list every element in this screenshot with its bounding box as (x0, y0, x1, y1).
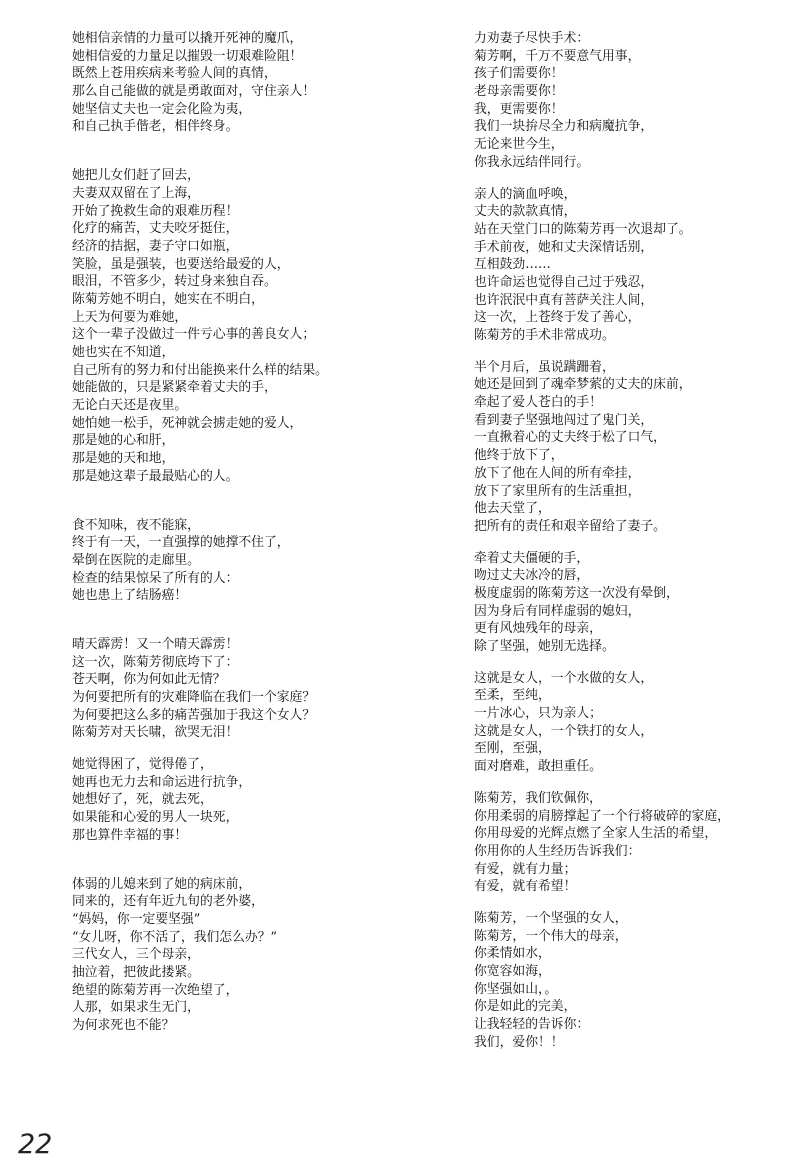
poem-line: 我们，爱你！！ (474, 1034, 564, 1050)
poem-line: 看到妻子坚强地闯过了鬼门关， (474, 412, 654, 428)
poem-line: 吻过丈夫冰冷的唇， (474, 568, 590, 584)
poem-line: 无论来世今生， (474, 137, 564, 153)
stanza-gap (72, 136, 402, 167)
poem-line: 她相信爱的力量足以摧毁一切艰难险阻！ (72, 48, 303, 64)
right-column (474, 30, 794, 1051)
poem-line: 力劝妻子尽快手术： (474, 31, 590, 46)
poem-line: 如果能和心爱的男人一块死， (72, 810, 239, 826)
stanza (72, 517, 402, 605)
poem-line: 晕倒在医院的走廊里。 (72, 552, 200, 568)
poem-line: 为何要把所有的灾难降临在我们一个家庭？ (72, 690, 316, 705)
stanza-gap (72, 742, 402, 756)
poem-line: 这就是女人，一个水做的女人， (474, 670, 654, 686)
poem-line: 陈菊芳，一个坚强的女人， (474, 910, 628, 926)
poem-line: 笑脸，虽是强装，也要送给最爱的人， (72, 256, 290, 272)
poem-line: 为何求死也不能？ (72, 1018, 175, 1033)
poem-line: 那是她这辈子最最贴心的人。 (72, 468, 239, 484)
poem-line: 她也实在不知道， (72, 345, 175, 360)
stanza-gap (72, 845, 402, 876)
poem-line: 更有风烛残年的母亲， (474, 621, 602, 637)
poem-line: 她坚信丈夫也一定会化险为夷， (72, 101, 252, 117)
poem-line: 这就是女人，一个铁打的女人， (474, 723, 654, 739)
poem-line: 你宽容如海， (474, 964, 551, 979)
stanza (474, 790, 794, 896)
poem-line: 开始了挽救生命的艰难历程！ (72, 203, 239, 219)
poem-line: 陈菊芳对天长啸，欲哭无泪！ (72, 725, 239, 741)
poem-line: 放下了他在人间的所有牵挂， (474, 465, 641, 481)
stanza (72, 167, 402, 485)
poem-line: 眼泪，不管多少，转过身来独自吞。 (72, 274, 277, 290)
poem-line: 你用你的人生经历告诉我们： (474, 843, 641, 859)
poem-line: 他终于放下了， (474, 448, 564, 464)
stanza-gap (474, 656, 794, 670)
stanza-gap (474, 172, 794, 186)
poem-line: 你我永远结伴同行。 (474, 154, 590, 170)
stanza (72, 30, 402, 136)
poem-line: 体弱的儿媳来到了她的病床前， (72, 876, 252, 892)
poem-line: 经济的拮据，妻子守口如瓶， (72, 238, 239, 254)
poem-line: 晴天霹雳！又一个晴天霹雳！ (72, 636, 239, 652)
poem-line: 自己所有的努力和付出能换来什么样的结果。 (72, 362, 328, 378)
poem-line: 你坚强如山，。 (474, 981, 558, 997)
poem-line: 互相鼓劲…… (474, 257, 551, 273)
poem-line: 放下了家里所有的生活重担， (474, 483, 641, 499)
poem-line: 她还是回到了魂牵梦萦的丈夫的床前， (474, 377, 692, 393)
poem-line: 食不知味，夜不能寐， (72, 517, 200, 533)
poem-line: 让我轻轻的告诉你： (474, 1017, 590, 1033)
stanza (474, 30, 794, 172)
poem-line: 她怕她一松手，死神就会掳走她的爱人， (72, 415, 303, 431)
poem-line: 同来的，还有年近九旬的老外婆， (72, 894, 264, 910)
poem-line: 极度虚弱的陈菊芳这一次没有晕倒， (474, 585, 679, 601)
poem-line: 菊芳啊，千万不要意气用事， (474, 48, 641, 64)
poem-line: 无论白天还是夜里。 (72, 398, 188, 414)
poem-line: 陈菊芳，我们钦佩你， (474, 790, 602, 806)
poem-line: 那是她的天和地， (72, 451, 175, 467)
poem-line: 丈夫的款款真情， (474, 204, 577, 220)
stanza-gap (474, 896, 794, 910)
poem-line: 有爱，就有力量； (474, 861, 577, 877)
stanza (474, 550, 794, 656)
poem-line: 那么自己能做的就是勇敢面对，守住亲人！ (72, 84, 316, 100)
poem-line: 半个月后，虽说蹒跚着， (474, 359, 615, 375)
stanza (72, 756, 402, 844)
stanza (72, 636, 402, 742)
poem-line: 除了坚强，她别无选择。 (474, 639, 615, 654)
poem-line: 手术前夜，她和丈夫深情话别， (474, 239, 654, 255)
page-number: 22 (18, 1129, 53, 1160)
poem-line: 那也算件幸福的事！ (72, 827, 188, 843)
poem-line: 她也患上了结肠癌！ (72, 588, 188, 604)
poem-line: 一直揪着心的丈夫终于松了口气， (474, 430, 666, 446)
stanza-gap (72, 605, 402, 636)
poem-line: 那是她的心和肝， (72, 433, 175, 449)
poem-line: 她能做的，只是紧紧牵着丈夫的手， (72, 380, 277, 396)
poem-line: 三代女人，三个母亲， (72, 947, 200, 963)
poem-line: 亲人的滴血呼唤， (474, 186, 577, 202)
poem-line: 牵起了爱人苍白的手！ (474, 395, 602, 411)
poem-line: 陈菊芳的手术非常成功。 (474, 328, 615, 343)
stanza-gap (72, 486, 402, 517)
poem-line: 也许命运也觉得自己过于残忍， (474, 274, 654, 290)
poem-line: 一片冰心，只为亲人； (474, 706, 602, 722)
stanza (474, 359, 794, 536)
poem-line: 你用柔弱的肩膀撑起了一个行将破碎的家庭， (474, 808, 730, 824)
poem-line: 她想好了，死，就去死， (72, 792, 213, 808)
poem-line: 她再也无力去和命运进行抗争， (72, 774, 252, 790)
poem-line: 也许泯泯中真有菩萨关注人间， (474, 292, 654, 308)
poem-line: 上天为何要为难她， (72, 309, 188, 325)
poem-line: 抽泣着，把彼此搂紧。 (72, 964, 200, 980)
poem-line: 绝望的陈菊芳再一次绝望了， (72, 982, 239, 998)
poem-line: “妈妈，你一定要坚强” (72, 911, 201, 927)
poem-line: 检查的结果惊呆了所有的人： (72, 570, 239, 586)
poem-line: 人那，如果求生无门， (72, 1000, 200, 1016)
poem-line: 她觉得困了，觉得倦了， (72, 757, 213, 773)
poem-line: 她把儿女们赶了回去， (72, 168, 200, 184)
poem-line: “女儿呀，你不活了，我们怎么办？” (72, 929, 278, 945)
left-column (72, 30, 402, 1035)
poem-line: 你柔情如水， (474, 946, 551, 962)
stanza-gap (474, 776, 794, 790)
stanza (474, 670, 794, 776)
stanza-gap (474, 345, 794, 359)
poem-line: 至柔，至纯， (474, 688, 551, 704)
poem-line: 这一次，陈菊芳彻底垮下了： (72, 654, 239, 670)
poem-line: 这个一辈子没做过一件亏心事的善良女人； (72, 327, 316, 343)
poem-line: 我们一块拚尽全力和病魔抗争， (474, 119, 654, 135)
stanza (72, 876, 402, 1035)
poem-line: 终于有一天，一直强撑的她撑不住了， (72, 535, 290, 551)
poem-line: 把所有的责任和艰辛留给了妻子。 (474, 518, 666, 534)
poem-line: 既然上苍用疾病来考验人间的真情， (72, 66, 277, 82)
poem-line: 老母亲需要你！ (474, 84, 564, 100)
poem-line: 面对磨难，敢担重任。 (474, 759, 602, 775)
poem-line: 他去天堂了， (474, 501, 551, 517)
poem-line: 我，更需要你！ (474, 101, 564, 117)
poem-line: 和自己执手偕老，相伴终身。 (72, 119, 239, 135)
poem-line: 她相信亲情的力量可以撬开死神的魔爪， (72, 31, 303, 46)
poem-line: 化疗的痛苦，丈夫咬牙挺住， (72, 221, 239, 237)
poem-line: 站在天堂门口的陈菊芳再一次退却了。 (474, 221, 692, 237)
poem-line: 苍天啊，你为何如此无情？ (72, 672, 226, 688)
poem-line: 陈菊芳，一个伟大的母亲， (474, 928, 628, 944)
poem-line: 有爱，就有希望！ (474, 879, 577, 895)
poem-line: 至刚，至强， (474, 741, 551, 757)
poem-line: 为何要把这么多的痛苦强加于我这个女人？ (72, 707, 316, 723)
poem-line: 陈菊芳她不明白，她实在不明白， (72, 291, 264, 307)
poem-line: 牵着丈夫僵硬的手， (474, 550, 590, 566)
poem-line: 这一次，上苍终于发了善心， (474, 310, 641, 326)
poem-line: 你用母爱的光辉点燃了全家人生活的希望， (474, 826, 718, 842)
stanza (474, 910, 794, 1052)
poem-line: 你是如此的完美， (474, 999, 577, 1015)
poem-line: 孩子们需要你！ (474, 66, 564, 82)
stanza (474, 186, 794, 345)
poem-line: 因为身后有同样虚弱的媳妇， (474, 603, 641, 619)
poem-line: 夫妻双双留在了上海， (72, 185, 200, 201)
stanza-gap (474, 536, 794, 550)
